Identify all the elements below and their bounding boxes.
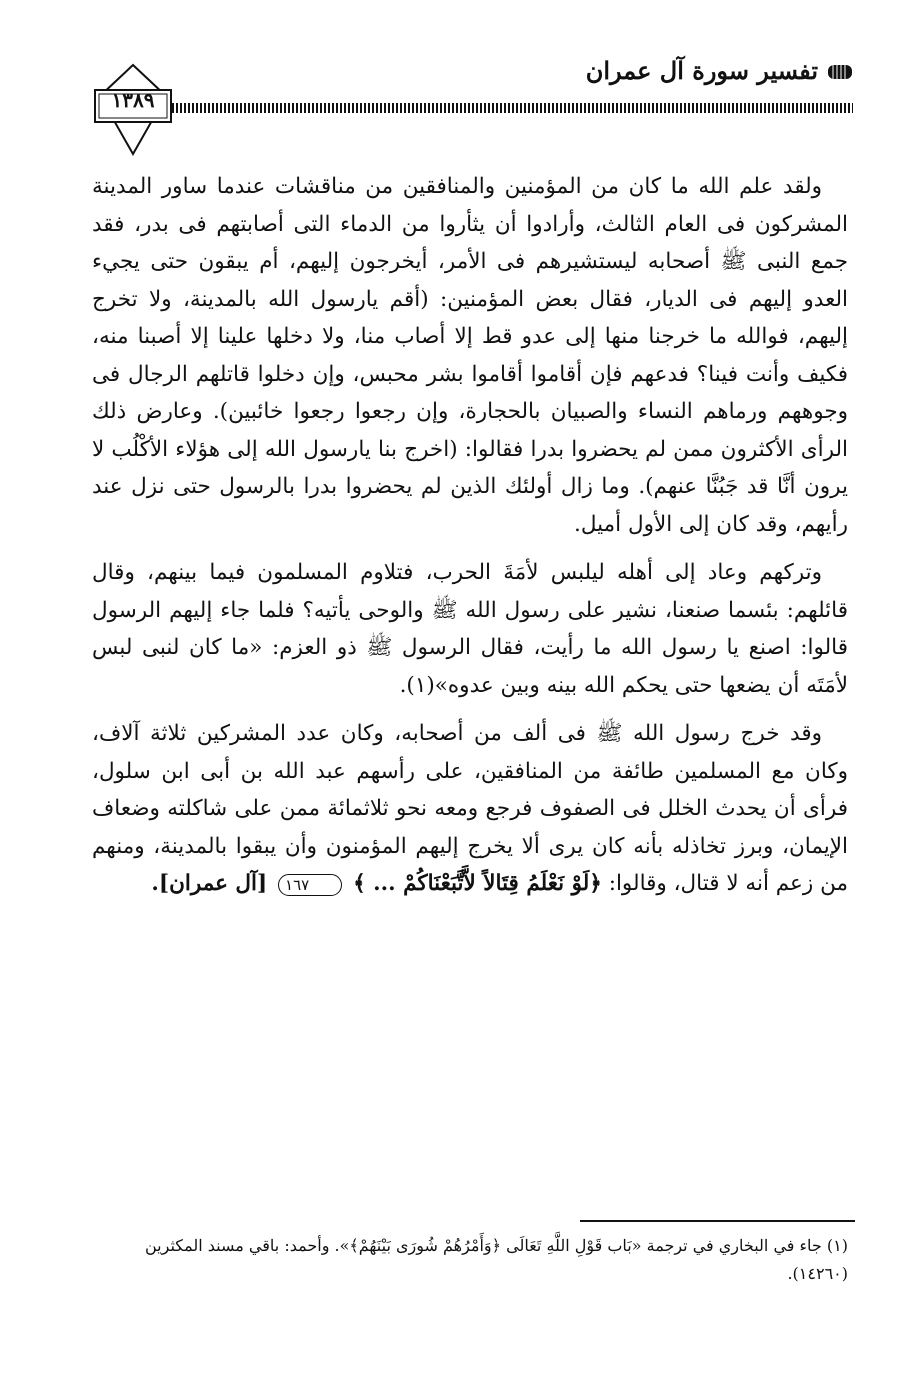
paragraph-1: ولقد علم الله ما كان من المؤمنين والمنافقين من مناقشات عندما ساور المدينة المشركون فى العام الثالث، وأرادوا أن يثأروا من الدماء التى أصابتهم فى بدر، فقد جمع النبى ﷺ أصحابه ليستشيرهم فى الأمر، أيخرجون إليهم، أم يبقون حتى يجيء العدو إليهم فى الديار، فقال بعض المؤمنين: (أقم يارسول الله بالمدينة، ولا تخرج إليهم، فوالله ما خرجنا منها إلى عدو قط إلا أصاب منا، ولا دخلها علينا إلا أصبنا منه، فكيف وأنت فينا؟ فدعهم فإن أقاموا أقاموا بشر محبس، وإن دخلوا قاتلهم الرجال فى وجوههم ورماهم النساء والصبيان بالحجارة، وإن رجعوا رجعوا خائبين). وعارض ذلك الرأى الأكثرون ممن لم يحضروا بدرا فقالوا: (اخرج بنا يارسول الله إلى هؤلاء الأكْلُب لا يرون أنَّا قد جَبُنَّا عنهم). وما زال أولئك الذين لم يحضروا بدرا بالرسول حتى نزل عند رأيهم، وقد كان إلى الأول أميل. <box>92 174 849 537</box>
quran-verse: ﴿لَوْ نَعْلَمُ قِتَالاً لاَّتَّبَعْنَاكُمْ ... ﴾ <box>353 871 602 896</box>
footnote-divider <box>580 1220 855 1222</box>
running-title: تفسير سورة آل عمران <box>585 56 818 85</box>
main-text <box>92 168 848 914</box>
paragraph-3 <box>92 715 848 903</box>
surah-reference: [آل عمران]. <box>151 871 268 896</box>
header-rule <box>168 103 853 113</box>
ayah-number-marker: ١٦٧ <box>278 874 342 896</box>
paragraph-2: وتركهم وعاد إلى أهله ليلبس لأمَةَ الحرب، فتلاوم المسلمون فيما بينهم، وقال قائلهم: بئسما صنعنا، نشير على رسول الله ﷺ والوحى يأتيه؟ فلما جاء إليهم الرسول قالوا: اصنع يا رسول الله ما رأيت، فقال الرسول ﷺ ذو العزم: «ما كان لنبى لبس لأمَتَه أن يضعها حتى يحكم الله بينه وبين عدوه»(١). <box>92 560 848 698</box>
ornament-icon <box>827 62 853 82</box>
page-number: ١٣٨٩ <box>111 88 155 112</box>
page-header <box>0 0 923 170</box>
paragraph-3-text: وقد خرج رسول الله ﷺ فى ألف من أصحابه، وكان عدد المشركين ثلاثة آلاف، وكان مع المسلمين طائفة من المنافقين، على رأسهم عبد الله بن أبى ابن سلول، فرأى أن يحدث الخلل فى الصفوف فرجع ومعه نحو ثلاثمائة ممن على شاكلته وضعاف الإيمان، وبرز تخاذله بأنه كان يرى ألا يخرج إليهم المؤمنون وأن يبقوا بالمدينة، ومنهم من زعم أنه لا قتال، وقالوا: <box>92 721 848 896</box>
footnote: (١) جاء في البخاري في ترجمة «بَاب قَوْلِ اللَّهِ تَعَالَى ﴿وَأَمْرُهُمْ شُورَى بَيْنَهُمْ﴾». وأحمد: باقي مسند المكثرين (١٤٢٦٠). <box>144 1236 848 1283</box>
